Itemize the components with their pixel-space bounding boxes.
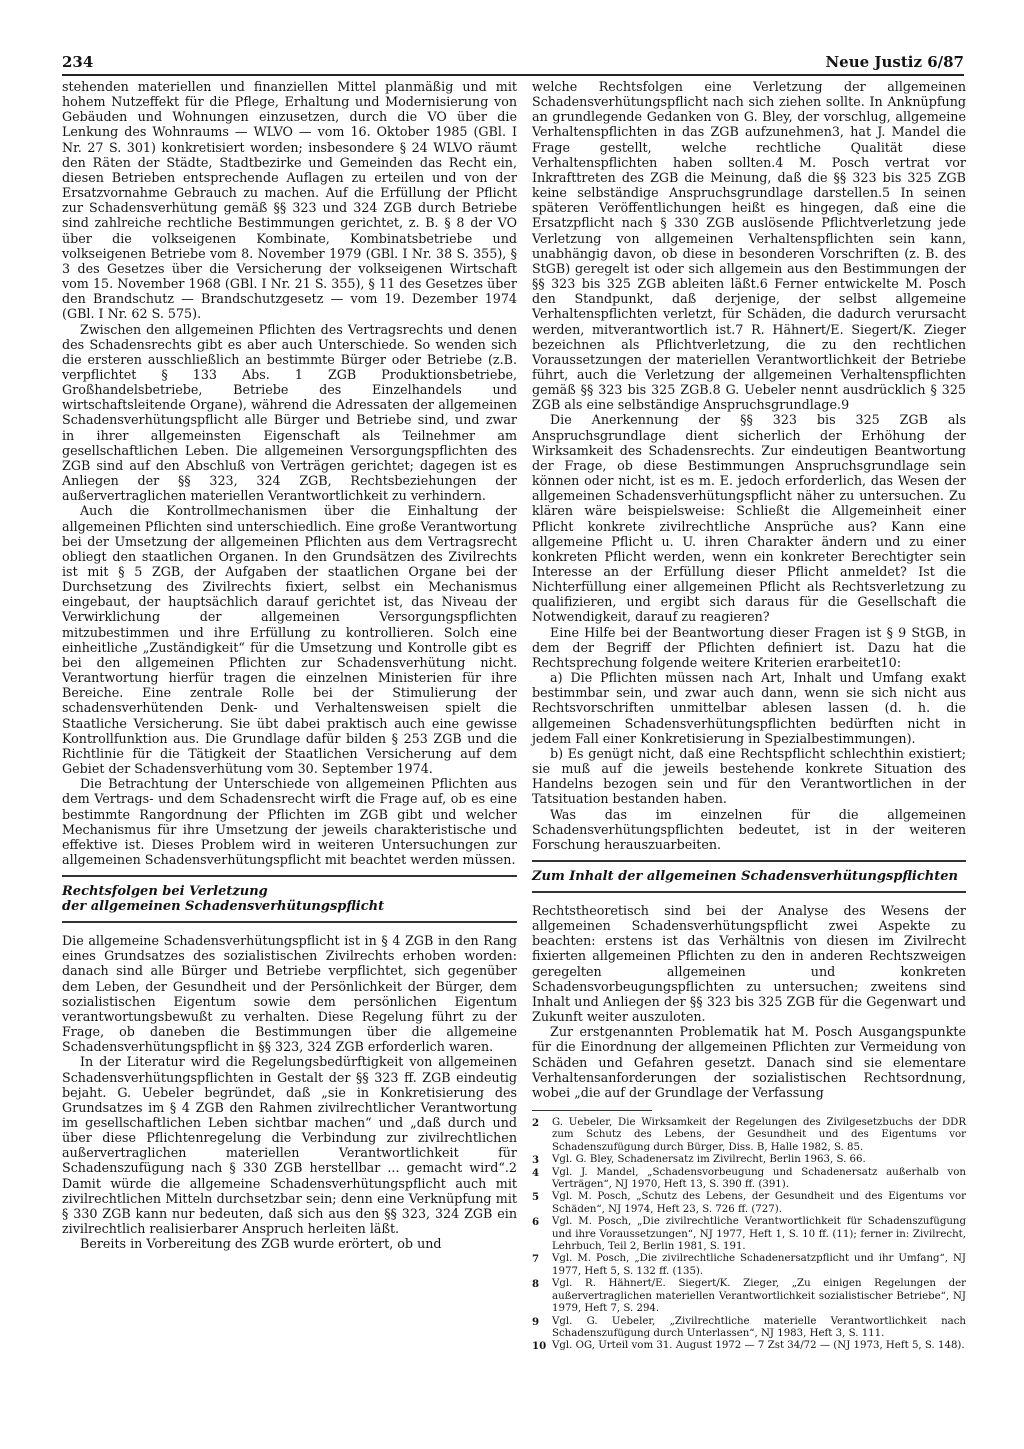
page-number: 234 — [62, 53, 94, 71]
footnote-text: Vgl. G. Uebeler, „Zivilrechtliche materielle Verantwortlichkeit nach Schadenszufügung durch Unterlassen“, NJ 1983, Heft 3, S. 111. — [552, 1315, 966, 1339]
footnote-text: Vgl. G. Bley, Schadenersatz im Zivilrecht, Berlin 1963, S. 66. — [552, 1154, 866, 1166]
footnote — [532, 1278, 966, 1315]
footnote — [532, 1340, 966, 1352]
body-paragraph: Die allgemeine Schadensverhütungspflicht ist in § 4 ZGB in den Rang eines Grundsatzes des sozialistischen Zivilrechts erhoben worden: danach sind alle Bürger und Betriebe verpflichtet, sich gegenüber dem Leben, der Gesundheit und der Persönlichkeit der Bürger, dem sozialistischen Eigentum sowie dem persönlichen Eigentum verantwortungsbewußt zu verhalten. Diese Regelung führt zu der Frage, ob daneben die Bestimmungen über die allgemeine Schadensverhütungspflicht in §§ 323, 324 ZGB erforderlich waren. — [62, 933, 517, 1055]
page-header — [62, 50, 964, 76]
footnote-divider — [532, 1110, 652, 1111]
body-paragraph: Rechtstheoretisch sind bei der Analyse des Wesens der allgemeinen Schadensverhütungspflicht zwei Aspekte zu beachten: erstens ist das Verhältnis von diesen im Zivilrecht fixierten allgemeinen Pflichten zu den in anderen Rechtszweigen geregelten allgemeinen und konkreten Schadensvorbeugungspflichten zu untersuchen; zweitens sind Inhalt und Anliegen der §§ 323 bis 325 ZGB für die Gegenwart und Zukunft weiter auszuloten. — [532, 902, 966, 1025]
footnote-text: Vgl. M. Posch, „Die zivilrechtliche Schadenersatzpflicht und ihr Umfang“, NJ 1977, Heft 5, S. 132 ff. (135). — [552, 1253, 966, 1277]
footnote — [532, 1167, 966, 1192]
body-paragraph: In der Literatur wird die Regelungsbedürftigkeit von allgemeinen Schadensverhütungspflichten in Gestalt der §§ 323 ff. ZGB eindeutig bejaht. G. Uebeler begründet, daß „sie in Konkretisierung des Grundsatzes im § 4 ZGB den Rahmen zivilrechtlicher Verantwortung im gesellschaftlichen Leben sichtbar machen“ und „daß durch und über diese Pflichtenregelung die Verbindung zur zivilrechtlichen außervertraglichen materiellen Verantwortlichkeit für Schadenszufügung nach § 330 ZGB herstellbar ... gemacht wird“.2 Damit würde die allgemeine Schadensverhütungspflicht auch mit zivilrechtlichen Mitteln durchsetzbar sein; denn eine Verknüpfung mit § 330 ZGB kann nur bedeuten, daß sich aus den §§ 323, 324 ZGB ein zivilrechtlich realisierbarer Anspruch herleiten läßt. — [62, 1054, 517, 1237]
body-paragraph: Eine Hilfe bei der Beantwortung dieser Fragen ist § 9 StGB, in dem der Begriff der Pflichten definiert ist. Dazu hat die Rechtsprechung folgende weitere Kriterien erarbeitet10: — [532, 624, 966, 670]
footnote — [532, 1117, 966, 1154]
footnote-text: Vgl. R. Hähnert/E. Siegert/K. Zieger, „Zu einigen Regelungen der außervertraglichen materiellen Verantwortlichkeit sozialistischer Betriebe“, NJ 1979, Heft 7, S. 294. — [552, 1278, 966, 1315]
body-paragraph: Zwischen den allgemeinen Pflichten des Vertragsrechts und denen des Schadensrechts gibt es aber auch Unterschiede. So wenden sich die ersteren ausschließlich an bestimmte Bürger oder Betriebe (z.B. verpflichtet § 133 Abs. 1 ZGB Produktionsbetriebe, Großhandelsbetriebe, Betriebe des Einzelhandels und wirtschaftsleitende Organe), während die Adressaten der allgemeinen Schadensverhütungspflicht alle Bürger und Betriebe sind, und zwar in ihrer allgemeinsten Eigenschaft als Teilnehmer am gesellschaftlichen Leben. Die allgemeinen Versorgungspflichten des ZGB sind auf den Abschluß von Verträgen gerichtet; dagegen ist es Anliegen der §§ 323, 324 ZGB, Rechtsbeziehungen der außervertraglichen materiellen Verantwortlichkeit zu verhindern. — [62, 321, 517, 504]
body-paragraph: stehenden materiellen und finanziellen Mittel planmäßig und mit hohem Nutzeffekt für die Pflege, Erhaltung und Modernisierung von Gebäuden und Wohnungen einzusetzen, durch die VO über die Lenkung des Wohnraums — WLVO — vom 16. Oktober 1985 (GBl. I Nr. 27 S. 301) konkretisiert worden; insbesondere § 24 WLVO räumt den Räten der Städte, Stadtbezirke und Gemeinden das Recht ein, diesen Betrieben entsprechende Auflagen zu erteilen und von der Ersatzvornahme Gebrauch zu machen. Auf die Erfüllung der Pflicht zur Schadensverhütung gemäß §§ 323 und 324 ZGB durch Betriebe sind zahlreiche rechtliche Bestimmungen gerichtet, z. B. § 8 der VO über die volkseigenen Kombinate, Kombinatsbetriebe und volkseigenen Betriebe vom 8. November 1979 (GBl. I Nr. 38 S. 355), § 3 des Gesetzes über die Versicherung der volkseigenen Wirtschaft vom 15. November 1968 (GBl. I Nr. 21 S. 355), § 11 des Gesetzes über den Brandschutz — Brandschutzgesetz — vom 19. Dezember 1974 (GBl. I Nr. 62 S. 575). — [62, 79, 517, 322]
footnote-text: G. Uebeler, Die Wirksamkeit der Regelungen des Zivilgesetzbuchs der DDR zum Schutz des Lebens, der Gesundheit und des Eigentums vor Schadenszufügung durch Bürger, Diss. B, Halle 1982, S. 85. — [552, 1117, 966, 1153]
footnote-number: 10 — [532, 1340, 547, 1353]
footnote-text: Vgl. M. Posch, „Die zivilrechtliche Verantwortlichkeit für Schadenszufügung und ihre Voraussetzungen“, NJ 1977, Heft 1, S. 10 ff. (11); ferner in: Zivilrecht, Lehrbuch, Teil 2, Berlin 1981, S. 191. — [552, 1216, 966, 1253]
footnote-text: Vgl. J. Mandel, „Schadensvorbeugung und Schadenersatz außerhalb von Verträgen“, NJ 1970, Heft 13, S. 390 ff. (391). — [552, 1166, 966, 1191]
body-paragraph: Die Betrachtung der Unterschiede von allgemeinen Pflichten aus dem Vertrags- und dem Schadensrecht wirft die Frage auf, ob es eine bestimmte Rangordnung der Pflichten im ZGB gibt und welcher Mechanismus für ihre Umsetzung der jeweils charakteristische und effektive ist. Dieses Problem wird in weiteren Untersuchungen zur allgemeinen Schadensverhütungspflicht mit beachtet werden müssen. — [62, 776, 517, 867]
body-paragraph: Auch die Kontrollmechanismen über die Einhaltung der allgemeinen Pflichten sind unterschiedlich. Eine große Verantwortung bei der Umsetzung der allgemeinen Pflichten aus dem Vertragsrecht obliegt den staatlichen Organen. In den Grundsätzen des Zivilrechts ist mit § 5 ZGB, der Aufgaben der staatlichen Organe bei der Durchsetzung des Zivilrechts fixiert, selbst ein Mechanismus eingebaut, der hauptsächlich darauf gerichtet ist, das Niveau der Verwirklichung der allgemeinen Versorgungspflichten mitzubestimmen und ihre Erfüllung zu kontrollieren. Solch eine einheitliche „Zuständigkeit“ für die Umsetzung und Kontrolle gibt es bei den allgemeinen Pflichten zur Schadensverhütung nicht. Verantwortung hierfür tragen die einzelnen Ministerien für ihre Bereiche. Eine zentrale Rolle bei der Stimulierung der schadensverhütenden Denk- und Verhaltensweisen spielt die Staatliche Versicherung. Sie übt dabei praktisch auch eine gewisse Kontrollfunktion aus. Die Grundlage dafür bilden § 253 ZGB und die Richtlinie für die Tätigkeit der Staatlichen Versicherung auf dem Gebiet der Schadensverhütung vom 30. September 1974. — [62, 503, 517, 777]
footnote-text: Vgl. M. Posch, „Schutz des Lebens, der Gesundheit und des Eigentums vor Schäden“, NJ 1974, Heft 23, S. 726 ff. (727). — [552, 1191, 966, 1215]
footnotes — [532, 1117, 966, 1353]
right-column — [532, 79, 966, 1353]
body-paragraph: a) Die Pflichten müssen nach Art, Inhalt und Umfang exakt bestimmbar sein, und zwar auch dann, wenn sie sich nicht aus Rechtsvorschriften unmittelbar ablesen lassen (d. h. die allgemeinen Schadensverhütungspflichten bedürften nicht in jedem Fall einer Konkretisierung in Spezialbestimmungen). — [532, 670, 966, 746]
section-heading-line-2: der allgemeinen Schadensverhütungspflicht — [62, 899, 385, 915]
body-paragraph: Zur erstgenannten Problematik hat M. Posch Ausgangspunkte für die Einordnung der allgemeinen Pflichten zur Vermeidung von Schäden und Gefahren gesetzt. Danach sind sie elementare Verhaltensanforderungen der sozialistischen Rechtsordnung, wobei „die auf der Grundlage der Verfassung — [532, 1024, 966, 1100]
footnote-number: 5 — [532, 1191, 540, 1204]
footnote — [532, 1216, 966, 1253]
left-column — [62, 79, 517, 1251]
body-paragraph: Bereits in Vorbereitung des ZGB wurde erörtert, ob und — [80, 1236, 442, 1252]
body-paragraph: Die Anerkennung der §§ 323 bis 325 ZGB als Anspruchsgrundlage dient sicherlich der Erhöhung der Wirksamkeit des Schadensrechts. Zur eindeutigen Beantwortung der Frage, ob diese Bestimmungen Anspruchsgrundlage sein können oder nicht, ist es m. E. jedoch erforderlich, das Wesen der allgemeinen Schadensverhütungspflicht näher zu untersuchen. Zu klären wäre beispielsweise: Schließt die Allgemeinheit einer Pflicht konkrete zivilrechtliche Ansprüche aus? Kann eine allgemeine Pflicht u. U. ihren Charakter ändern und zu einer konkreten Pflicht werden, wenn ein konkreter Berechtigter sein Interesse an der Erfüllung dieser Pflicht anmeldet? Ist die Nichterfüllung einer allgemeinen Pflicht als Rechtsverletzung zu qualifizieren, und ergibt sich daraus für die Gesellschaft die Notwendigkeit, darauf zu reagieren? — [532, 412, 966, 625]
footnote-number: 4 — [532, 1166, 540, 1179]
section-heading-box — [532, 860, 966, 893]
footnote — [532, 1253, 966, 1278]
footnote-number: 3 — [532, 1154, 540, 1167]
footnote-number: 2 — [532, 1117, 540, 1129]
footnote-number: 8 — [532, 1278, 540, 1291]
footnote — [532, 1154, 966, 1166]
section-heading-line-1: Rechtsfolgen bei Verletzung — [62, 884, 268, 900]
footnote-number: 7 — [532, 1253, 540, 1266]
section-heading: Zum Inhalt der allgemeinen Schadensverhütungspflichten — [532, 868, 958, 884]
footnote-number: 6 — [532, 1216, 540, 1229]
footnote — [532, 1316, 966, 1341]
footnote-number: 9 — [532, 1315, 540, 1328]
footnote — [532, 1191, 966, 1216]
footnote-text: Vgl. OG, Urteil vom 31. August 1972 — 7 Zst 34/72 — (NJ 1973, Heft 5, S. 148). — [552, 1340, 965, 1352]
section-heading-box — [62, 875, 517, 923]
body-paragraph: Was das im einzelnen für die allgemeinen Schadensverhütungspflichten bedeutet, ist in der weiteren Forschung herauszuarbeiten. — [532, 806, 966, 852]
body-paragraph: b) Es genügt nicht, daß eine Rechtspflicht schlechthin existiert; sie muß auf die jeweils bestehende konkrete Situation des Handelns bezogen sein und für den Verantwortlichen in der Tatsituation bestanden haben. — [532, 745, 966, 807]
body-paragraph: welche Rechtsfolgen eine Verletzung der allgemeinen Schadensverhütungspflicht nach sich ziehen sollte. In Anknüpfung an grundlegende Gedanken von G. Bley, der vorschlug, allgemeine Verhaltenspflichten in das ZGB aufzunehmen3, hat J. Mandel die Frage gestellt, welche rechtliche Qualität diese Verhaltenspflichten haben sollten.4 M. Posch vertrat vor Inkrafttreten des ZGB die Meinung, daß die §§ 323 bis 325 ZGB keine selbständige Anspruchsgrundlage darstellen.5 In seinen späteren Veröffentlichungen heißt es hingegen, daß eine die Ersatzpflicht nach § 330 ZGB auslösende Pflichtverletzung jede Verletzung von allgemeinen Verhaltenspflichten sein kann, unabhängig davon, ob diese in besonderen Vorschriften (z. B. des StGB) geregelt ist oder sich allgemein aus den Bestimmungen der §§ 323 bis 325 ZGB ableiten läßt.6 Ferner entwickelte M. Posch den Standpunkt, daß derjenige, der selbst allgemeine Verhaltenspflichten verletzt, für Schäden, die dadurch verursacht werden, mitverantwortlich ist.7 R. Hähnert/E. Siegert/K. Zieger bezeichnen als Pflichtverletzung, die zu den rechtlichen Voraussetzungen der materiellen Verantwortlichkeit der Betriebe führt, auch die Verletzung der allgemeinen Verhaltenspflichten gemäß §§ 323 bis 325 ZGB.8 G. Uebeler nennt ausdrücklich § 325 ZGB als eine selbständige Anspruchsgrundlage.9 — [532, 79, 966, 413]
journal-title: Neue Justiz 6/87 — [825, 53, 964, 71]
